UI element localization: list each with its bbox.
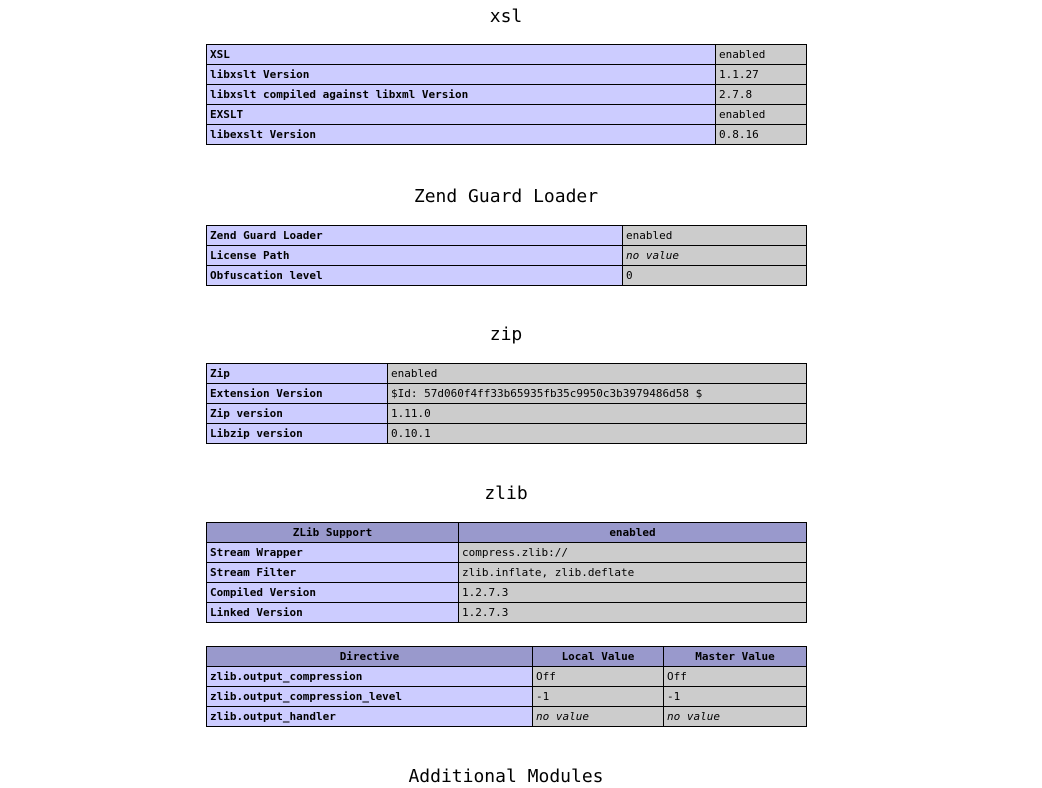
table-row — [207, 45, 807, 65]
row-name: Zend Guard Loader — [207, 226, 623, 246]
row-value: 2.7.8 — [716, 85, 807, 105]
table-row — [207, 105, 807, 125]
directive-name: zlib.output_compression — [207, 667, 533, 687]
row-value: compress.zlib:// — [459, 543, 807, 563]
table-row — [207, 687, 807, 707]
header-cell: Master Value — [664, 647, 807, 667]
table-row — [207, 603, 807, 623]
table-row — [207, 364, 807, 384]
zip-table — [206, 363, 807, 444]
row-name: Linked Version — [207, 603, 459, 623]
section-title-zlib: zlib — [484, 483, 528, 504]
table-row — [207, 125, 807, 145]
row-value: 1.11.0 — [388, 404, 807, 424]
table-row — [207, 563, 807, 583]
header-cell: Directive — [207, 647, 533, 667]
row-value: enabled — [716, 105, 807, 125]
table-row — [207, 65, 807, 85]
row-name: Zip — [207, 364, 388, 384]
table-row — [207, 226, 807, 246]
table-row — [207, 246, 807, 266]
row-name: Compiled Version — [207, 583, 459, 603]
master-value: Off — [664, 667, 807, 687]
row-name: Obfuscation level — [207, 266, 623, 286]
table-row — [207, 85, 807, 105]
master-value: no value — [664, 707, 807, 727]
row-name: Stream Wrapper — [207, 543, 459, 563]
row-value: enabled — [716, 45, 807, 65]
row-value: enabled — [623, 226, 807, 246]
row-value: 1.2.7.3 — [459, 603, 807, 623]
row-name: XSL — [207, 45, 716, 65]
row-name: Libzip version — [207, 424, 388, 444]
table-row — [207, 707, 807, 727]
row-name: libxslt Version — [207, 65, 716, 85]
table-header-row — [207, 647, 807, 667]
directive-name: zlib.output_compression_level — [207, 687, 533, 707]
master-value: -1 — [664, 687, 807, 707]
zlib-table — [206, 522, 807, 623]
row-value: 0.10.1 — [388, 424, 807, 444]
row-name: EXSLT — [207, 105, 716, 125]
row-value: 1.2.7.3 — [459, 583, 807, 603]
row-value: no value — [623, 246, 807, 266]
zlib-directives-table — [206, 646, 807, 727]
xsl-table — [206, 44, 807, 145]
row-name: libxslt compiled against libxml Version — [207, 85, 716, 105]
table-row — [207, 384, 807, 404]
table-row — [207, 583, 807, 603]
local-value: Off — [533, 667, 664, 687]
table-row — [207, 424, 807, 444]
row-value: 0.8.16 — [716, 125, 807, 145]
row-name: libexslt Version — [207, 125, 716, 145]
section-title-zend-guard-loader: Zend Guard Loader — [413, 186, 599, 207]
local-value: no value — [533, 707, 664, 727]
section-title-additional-modules: Additional Modules — [408, 766, 604, 787]
table-header-row — [207, 523, 807, 543]
row-value: 0 — [623, 266, 807, 286]
table-row — [207, 404, 807, 424]
zend-guard-table — [206, 225, 807, 286]
row-value: 1.1.27 — [716, 65, 807, 85]
local-value: -1 — [533, 687, 664, 707]
section-title-xsl: xsl — [489, 6, 523, 27]
row-value: enabled — [388, 364, 807, 384]
row-name: Zip version — [207, 404, 388, 424]
header-cell: Local Value — [533, 647, 664, 667]
row-value: $Id: 57d060f4ff33b65935fb35c9950c3b3979486d58 $ — [388, 384, 807, 404]
directive-name: zlib.output_handler — [207, 707, 533, 727]
header-cell: enabled — [459, 523, 807, 543]
row-value: zlib.inflate, zlib.deflate — [459, 563, 807, 583]
table-row — [207, 667, 807, 687]
row-name: License Path — [207, 246, 623, 266]
table-row — [207, 543, 807, 563]
row-name: Stream Filter — [207, 563, 459, 583]
section-title-zip: zip — [489, 324, 523, 345]
table-row — [207, 266, 807, 286]
row-name: Extension Version — [207, 384, 388, 404]
header-cell: ZLib Support — [207, 523, 459, 543]
